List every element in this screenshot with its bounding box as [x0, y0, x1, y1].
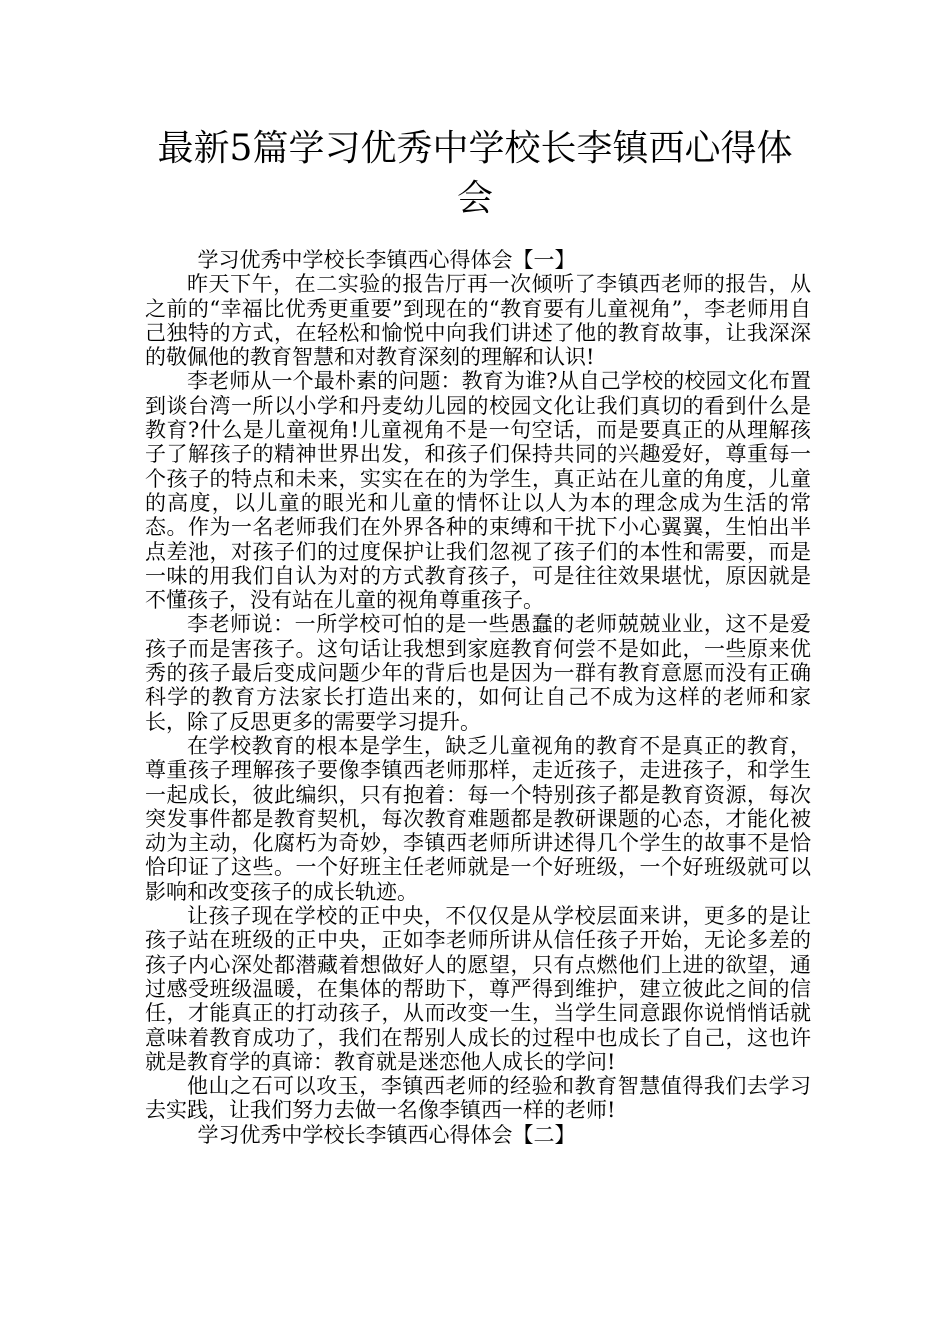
document-title: [130, 124, 820, 224]
title-line-1: 最新5篇学习优秀中学校长李镇西心得体: [157, 128, 793, 169]
paragraph-5: 让孩子现在学校的正中央，不仅仅是从学校层面来讲，更多的是让孩子站在班级的正中央，正如李老师所讲从信任孩子开始，无论多差的孩子内心深处都潜藏着想做好人的愿望，只有点燃他们上进的欲望，通过感受班级温暖，在集体的帮助下，尊严得到维护，建立彼此之间的信任，才能真正的打动孩子，从而改变一生，当学生同意跟你说悄悄话就意味着教育成功了，我们在帮别人成长的过程中也成长了自己，这也许就是教育学的真谛：教育就是迷恋他人成长的学问!: [145, 904, 811, 1074]
paragraph-2: 李老师从一个最朴素的问题：教育为谁?从自己学校的校园文化布置到谈台湾一所以小学和丹麦幼儿园的校园文化让我们真切的看到什么是教育?什么是儿童视角!儿童视角不是一句空话，而是要真正的从理解孩子了解孩子的精神世界出发，和孩子们保持共同的兴趣爱好，尊重每一个孩子的特点和未来，实实在在的为学生，真正站在儿童的角度，儿童的高度，以儿童的眼光和儿童的情怀让以人为本的理念成为生活的常态。作为一名老师我们在外界各种的束缚和干扰下小心翼翼，生怕出半点差池，对孩子们的过度保护让我们忽视了孩子们的本性和需要，而是一味的用我们自认为对的方式教育孩子，可是往往效果堪忧，原因就是不懂孩子，没有站在儿童的视角尊重孩子。: [145, 369, 811, 613]
paragraph-4: 在学校教育的根本是学生，缺乏儿童视角的教育不是真正的教育，尊重孩子理解孩子要像李镇西老师那样，走近孩子，走进孩子，和学生一起成长，彼此编织，只有抱着：每一个特别孩子都是教育资源，每次突发事件都是教育契机，每次教育难题都是教研课题的心态，才能化被动为主动，化腐朽为奇妙，李镇西老师所讲述得几个学生的故事不是恰恰印证了这些。一个好班主任老师就是一个好班级，一个好班级就可以影响和改变孩子的成长轨迹。: [145, 733, 811, 904]
paragraph-1: 昨天下午，在二实验的报告厅再一次倾听了李镇西老师的报告，从之前的“幸福比优秀更重要”到现在的“教育要有儿童视角”，李老师用自己独特的方式，在轻松和愉悦中向我们讲述了他的教育故事，让我深深的敬佩他的教育智慧和对教育深刻的理解和认识!: [145, 272, 811, 370]
title-line-2: 会: [456, 178, 493, 219]
paragraph-3: 李老师说：一所学校可怕的是一些愚蠢的老师兢兢业业，这不是爱孩子而是害孩子。这句话让我想到家庭教育何尝不是如此，一些原来优秀的孩子最后变成问题少年的背后也是因为一群有教育意愿而没有正确科学的教育方法家长打造出来的，如何让自己不成为这样的老师和家长，除了反思更多的需要学习提升。: [145, 612, 811, 734]
paragraph-6: 他山之石可以攻玉，李镇西老师的经验和教育智慧值得我们去学习去实践，让我们努力去做一名像李镇西一样的老师!: [145, 1074, 811, 1123]
document-body: [145, 248, 811, 1147]
section-heading-1: 学习优秀中学校长李镇西心得体会【一】: [197, 248, 576, 272]
section-heading-2: 学习优秀中学校长李镇西心得体会【二】: [197, 1122, 576, 1147]
